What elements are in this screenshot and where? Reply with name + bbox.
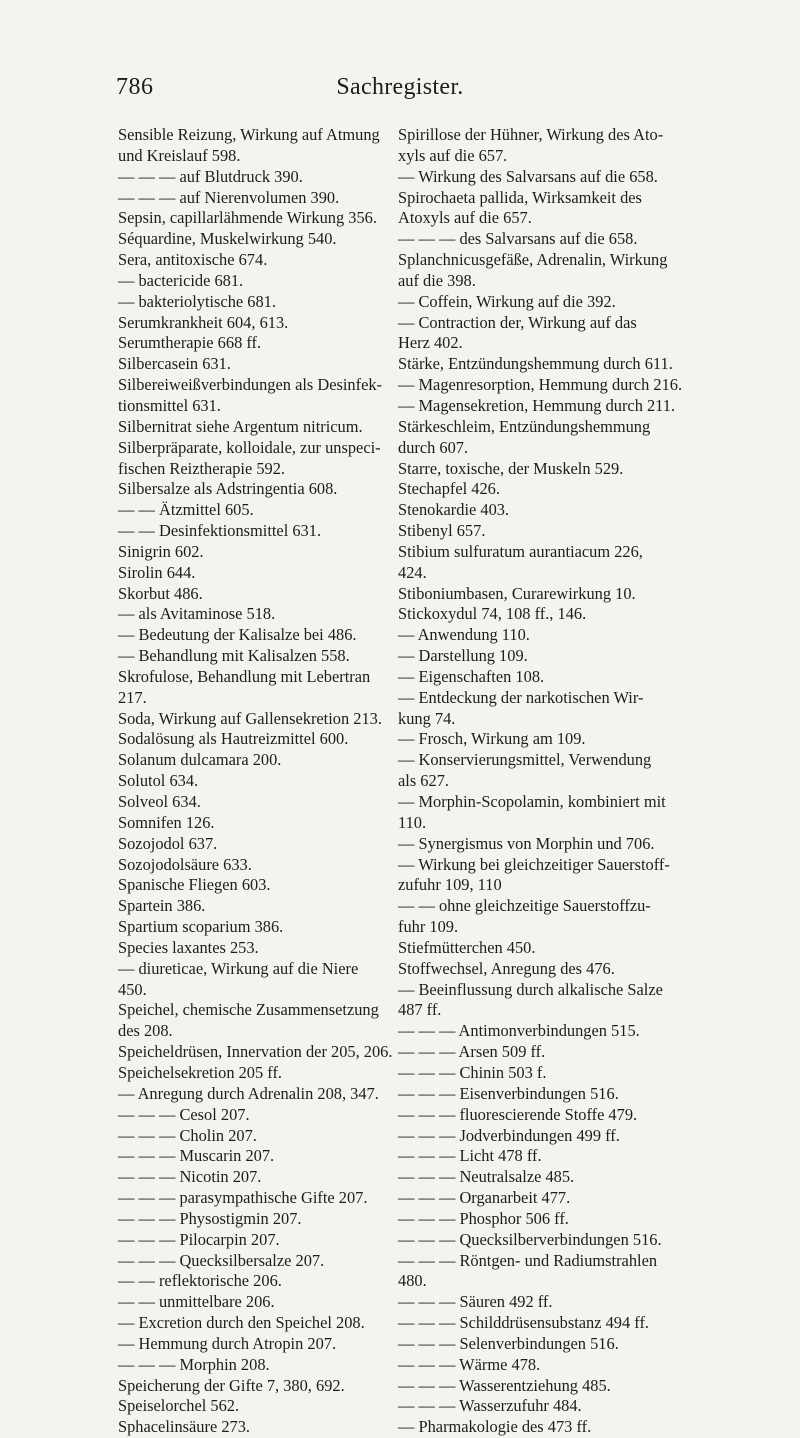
index-entry xyxy=(118,188,438,209)
index-entry-continuation: als 627. xyxy=(398,771,449,791)
index-entry-line: — — Desinfektionsmittel 631. xyxy=(118,521,322,541)
index-entry xyxy=(398,1396,698,1417)
index-entry xyxy=(398,729,698,750)
index-entry-continuation: des 208. xyxy=(118,1021,173,1041)
index-entry-line: — Bedeutung der Kalisalze bei 486. xyxy=(118,625,357,645)
index-entry-continuation: fischen Reiztherapie 592. xyxy=(118,458,286,478)
index-entry-line: — Wirkung des Salvarsans auf die 658. xyxy=(398,166,658,186)
index-entry xyxy=(398,229,698,250)
index-entry xyxy=(118,438,438,480)
index-entry-continuation: zufuhr 109, 110 xyxy=(398,875,502,895)
index-entry-line: — — — Organarbeit 477. xyxy=(398,1188,571,1208)
index-entry-continuation: tionsmittel 631. xyxy=(118,395,221,415)
index-entry-continuation: kung 74. xyxy=(398,708,456,728)
index-entry-line: — — — Physostigmin 207. xyxy=(118,1208,302,1228)
index-entry xyxy=(118,1313,438,1334)
index-entry xyxy=(398,479,698,500)
index-entry-continuation: xyls auf die 657. xyxy=(398,145,508,165)
index-entry-line: — — — Neutralsalze 485. xyxy=(398,1167,575,1187)
index-entry-line: — — — Wärme 478. xyxy=(398,1354,541,1374)
index-entry xyxy=(398,959,698,980)
index-entry xyxy=(118,313,438,334)
index-entry xyxy=(398,1167,698,1188)
index-entry xyxy=(398,354,698,375)
index-entry-line: — Anwendung 110. xyxy=(398,625,530,645)
index-entry-line: — — — auf Blutdruck 390. xyxy=(118,166,303,186)
index-entry-line: — — — Eisenverbindungen 516. xyxy=(398,1083,619,1103)
index-entry-line: Sepsin, capillarlähmende Wirkung 356. xyxy=(118,208,377,228)
index-entry-line: — Coffein, Wirkung auf die 392. xyxy=(398,291,616,311)
index-entry-continuation: 450. xyxy=(118,979,147,999)
index-entry xyxy=(118,1334,438,1355)
index-entry-line: — — — Morphin 208. xyxy=(118,1354,270,1374)
index-entry xyxy=(118,479,438,500)
index-entry-line: Serumkrankheit 604, 613. xyxy=(118,312,289,332)
index-entry-line: — — — Quecksilbersalze 207. xyxy=(118,1250,325,1270)
index-entry xyxy=(118,271,438,292)
index-entry xyxy=(118,1167,438,1188)
index-entry-line: Stibium sulfuratum aurantiacum 226, xyxy=(398,541,643,561)
index-entry-line: — — — Cholin 207. xyxy=(118,1125,257,1145)
index-entry-line: — — — Pilocarpin 207. xyxy=(118,1229,280,1249)
index-entry xyxy=(118,521,438,542)
index-entry-line: — — — Wasserentziehung 485. xyxy=(398,1375,611,1395)
index-entry-continuation: Atoxyls auf die 657. xyxy=(398,208,532,228)
index-entry xyxy=(118,1063,438,1084)
index-entry xyxy=(118,667,438,709)
index-entry xyxy=(398,396,698,417)
index-entry xyxy=(118,792,438,813)
index-entry xyxy=(398,667,698,688)
index-entry-line: Stoffwechsel, Anregung des 476. xyxy=(398,958,615,978)
right-index-column xyxy=(398,125,698,1438)
index-entry-line: Speicheldrüsen, Innervation der 205, 206. xyxy=(118,1042,393,1062)
index-entry xyxy=(398,1376,698,1397)
index-entry-continuation: 424. xyxy=(398,562,427,582)
index-entry xyxy=(398,459,698,480)
index-entry xyxy=(118,1209,438,1230)
index-entry xyxy=(118,250,438,271)
index-entry-line: Species laxantes 253. xyxy=(118,937,259,957)
index-entry xyxy=(118,563,438,584)
index-entry-line: — — — fluorescierende Stoffe 479. xyxy=(398,1104,638,1124)
index-entry-line: Stärke, Entzündungshemmung durch 611. xyxy=(398,354,673,374)
index-entry-line: — — Ätzmittel 605. xyxy=(118,500,254,520)
index-entry-line: — — — Jodverbindungen 499 ff. xyxy=(398,1125,620,1145)
index-entry xyxy=(118,1126,438,1147)
index-entry-line: Skrofulose, Behandlung mit Lebertran xyxy=(118,666,371,686)
index-entry-line: — — — Muscarin 207. xyxy=(118,1146,275,1166)
index-entry xyxy=(398,375,698,396)
index-entry xyxy=(118,1000,438,1042)
index-entry xyxy=(118,333,438,354)
index-entry xyxy=(398,313,698,355)
index-entry xyxy=(118,1271,438,1292)
index-entry xyxy=(118,729,438,750)
index-entry xyxy=(398,417,698,459)
index-entry xyxy=(118,875,438,896)
index-entry-line: — — — parasympathische Gifte 207. xyxy=(118,1188,368,1208)
index-entry-line: Speiselorchel 562. xyxy=(118,1396,240,1416)
index-entry-line: Spirillose der Hühner, Wirkung des Ato- xyxy=(398,125,664,144)
index-entry xyxy=(398,1126,698,1147)
index-entry-line: Stickoxydul 74, 108 ff., 146. xyxy=(398,604,587,624)
index-entry xyxy=(118,1042,438,1063)
index-entry-line: — diureticae, Wirkung auf die Niere xyxy=(118,958,359,978)
index-entry xyxy=(118,959,438,1001)
index-entry xyxy=(398,188,698,230)
index-entry-line: — bakteriolytische 681. xyxy=(118,291,276,311)
index-entry-line: Silbersalze als Adstringentia 608. xyxy=(118,479,338,499)
index-entry xyxy=(398,584,698,605)
index-entry xyxy=(118,167,438,188)
index-entry xyxy=(118,1292,438,1313)
index-entry xyxy=(118,125,438,167)
index-entry xyxy=(118,1084,438,1105)
index-entry-line: Solutol 634. xyxy=(118,771,199,791)
index-entry xyxy=(118,1376,438,1397)
index-entry-line: — Pharmakologie des 473 ff. xyxy=(398,1417,592,1437)
index-entry xyxy=(398,750,698,792)
index-entry-continuation: auf die 398. xyxy=(398,270,476,290)
index-entry xyxy=(398,1355,698,1376)
index-entry-line: — — — Cesol 207. xyxy=(118,1104,250,1124)
index-entry xyxy=(118,834,438,855)
index-entry-continuation: 217. xyxy=(118,687,147,707)
index-entry-line: — Hemmung durch Atropin 207. xyxy=(118,1333,337,1353)
index-entry-line: — Anregung durch Adrenalin 208, 347. xyxy=(118,1083,379,1103)
index-entry xyxy=(118,354,438,375)
index-entry xyxy=(118,1230,438,1251)
index-entry xyxy=(118,813,438,834)
index-entry-line: — Contraction der, Wirkung auf das xyxy=(398,312,637,332)
index-entry-line: — — — des Salvarsans auf die 658. xyxy=(398,229,638,249)
index-entry-line: — Eigenschaften 108. xyxy=(398,666,545,686)
index-entry-line: — Entdeckung der narkotischen Wir- xyxy=(398,687,644,707)
index-entry xyxy=(118,542,438,563)
index-entry-line: Speichel, chemische Zusammensetzung xyxy=(118,1000,379,1020)
index-entry xyxy=(118,208,438,229)
index-entry xyxy=(118,938,438,959)
index-entry xyxy=(398,646,698,667)
index-entry-line: — Frosch, Wirkung am 109. xyxy=(398,729,586,749)
index-entry xyxy=(398,688,698,730)
index-entry-line: — — — Arsen 509 ff. xyxy=(398,1042,546,1062)
index-entry-line: Sinigrin 602. xyxy=(118,541,204,561)
index-entry xyxy=(398,1021,698,1042)
index-entry-line: Somnifen 126. xyxy=(118,812,215,832)
index-entry xyxy=(118,417,438,438)
index-entry-line: Sodalösung als Hautreizmittel 600. xyxy=(118,729,349,749)
index-entry xyxy=(398,1292,698,1313)
index-entry-line: — Behandlung mit Kalisalzen 558. xyxy=(118,646,350,666)
index-entry xyxy=(118,292,438,313)
index-entry-continuation: und Kreislauf 598. xyxy=(118,145,241,165)
index-entry xyxy=(398,625,698,646)
index-entry xyxy=(398,980,698,1022)
index-entry-line: Sozojodolsäure 633. xyxy=(118,854,252,874)
index-entry-line: Skorbut 486. xyxy=(118,583,203,603)
index-entry xyxy=(398,1313,698,1334)
index-entry xyxy=(398,542,698,584)
index-entry-line: — Morphin-Scopolamin, kombiniert mit xyxy=(398,792,666,811)
index-entry xyxy=(398,1209,698,1230)
index-entry-line: Stiefmütterchen 450. xyxy=(398,937,536,957)
page-number: 786 xyxy=(116,74,154,100)
index-entry xyxy=(398,1417,698,1438)
index-entry xyxy=(398,1230,698,1251)
index-entry-line: Stenokardie 403. xyxy=(398,500,510,520)
index-entry-line: — — — Licht 478 ff. xyxy=(398,1146,542,1166)
index-entry xyxy=(398,1146,698,1167)
index-entry xyxy=(398,855,698,897)
index-entry-line: — — — Nicotin 207. xyxy=(118,1167,262,1187)
index-entry-line: Solveol 634. xyxy=(118,792,201,811)
index-entry-line: Sozojodol 637. xyxy=(118,833,218,853)
index-entry xyxy=(398,792,698,834)
index-entry-line: Stärkeschleim, Entzündungshemmung xyxy=(398,416,651,436)
index-entry xyxy=(118,1251,438,1272)
index-entry-continuation: 110. xyxy=(398,812,427,832)
index-entry xyxy=(118,917,438,938)
index-entry xyxy=(398,1084,698,1105)
index-entry-line: Stibenyl 657. xyxy=(398,521,486,541)
index-entry-line: Starre, toxische, der Muskeln 529. xyxy=(398,458,624,478)
index-entry-line: Séquardine, Muskelwirkung 540. xyxy=(118,229,337,249)
index-entry-line: — — ohne gleichzeitige Sauerstoffzu- xyxy=(398,896,651,916)
index-entry-line: — — — Quecksilberverbindungen 516. xyxy=(398,1229,662,1249)
index-entry-line: — — — Selenverbindungen 516. xyxy=(398,1333,619,1353)
index-entry-line: Speicherung der Gifte 7, 380, 692. xyxy=(118,1375,345,1395)
index-entry xyxy=(118,750,438,771)
index-entry xyxy=(398,167,698,188)
index-entry-line: — — — Chinin 503 f. xyxy=(398,1062,547,1082)
index-entry xyxy=(118,1105,438,1126)
index-entry xyxy=(398,1042,698,1063)
index-entry xyxy=(398,1063,698,1084)
index-entry xyxy=(118,1146,438,1167)
index-entry-line: — — reflektorische 206. xyxy=(118,1271,282,1291)
index-entry-line: Silbercasein 631. xyxy=(118,354,231,374)
index-entry xyxy=(398,834,698,855)
index-entry xyxy=(398,292,698,313)
index-entry-line: Sera, antitoxische 674. xyxy=(118,250,268,270)
index-entry-line: — — — auf Nierenvolumen 390. xyxy=(118,187,340,207)
index-entry-line: — Excretion durch den Speichel 208. xyxy=(118,1313,365,1333)
index-entry-line: — als Avitaminose 518. xyxy=(118,604,276,624)
index-entry xyxy=(118,771,438,792)
index-entry xyxy=(118,1396,438,1417)
index-entry-line: Serumtherapie 668 ff. xyxy=(118,333,262,353)
index-entry-line: Spartium scoparium 386. xyxy=(118,917,284,937)
index-entry-line: — — — Antimonverbindungen 515. xyxy=(398,1021,640,1041)
index-entry xyxy=(398,125,698,167)
index-entry xyxy=(398,604,698,625)
index-entry-line: Speichelsekretion 205 ff. xyxy=(118,1062,283,1082)
index-entry-continuation: 480. xyxy=(398,1271,427,1291)
index-entry-line: Sirolin 644. xyxy=(118,562,196,582)
index-entry xyxy=(118,855,438,876)
index-entry-line: — — — Säuren 492 ff. xyxy=(398,1292,553,1312)
index-entry-line: — — — Phosphor 506 ff. xyxy=(398,1208,569,1228)
index-entry-line: — Darstellung 109. xyxy=(398,646,528,666)
index-entry xyxy=(118,229,438,250)
index-entry-line: — — unmittelbare 206. xyxy=(118,1292,275,1312)
index-entry xyxy=(118,896,438,917)
index-entry-line: — — — Schilddrüsensubstanz 494 ff. xyxy=(398,1313,649,1333)
index-entry xyxy=(118,625,438,646)
index-entry xyxy=(118,1355,438,1376)
left-index-column xyxy=(118,125,438,1438)
index-entry-continuation: fuhr 109. xyxy=(398,917,459,937)
index-entry-line: — Beeinflussung durch alkalische Salze xyxy=(398,979,663,999)
index-entry xyxy=(398,1334,698,1355)
index-entry-line: — Synergismus von Morphin und 706. xyxy=(398,833,655,853)
index-entry-line: Stiboniumbasen, Curarewirkung 10. xyxy=(398,583,636,603)
index-entry-line: Silberpräparate, kolloidale, zur unspeci- xyxy=(118,437,381,457)
index-entry-line: — — — Röntgen- und Radiumstrahlen xyxy=(398,1250,658,1270)
index-entry xyxy=(118,500,438,521)
index-entry xyxy=(398,1251,698,1293)
index-entry xyxy=(118,375,438,417)
index-entry-line: — Konservierungsmittel, Verwendung xyxy=(398,750,652,770)
index-entry-line: Silbereiweißverbindungen als Desinfek- xyxy=(118,375,382,395)
index-entry-line: Soda, Wirkung auf Gallensekretion 213. xyxy=(118,708,382,728)
index-entry-line: Sphacelinsäure 273. xyxy=(118,1417,250,1437)
index-entry-line: — bactericide 681. xyxy=(118,270,244,290)
index-entry xyxy=(118,584,438,605)
index-entry-line: — — — Wasserzufuhr 484. xyxy=(398,1396,582,1416)
index-entry-line: — Magenresorption, Hemmung durch 216. xyxy=(398,375,683,395)
index-entry-continuation: Herz 402. xyxy=(398,333,463,353)
index-entry xyxy=(118,1188,438,1209)
index-entry xyxy=(398,896,698,938)
index-entry xyxy=(398,1188,698,1209)
index-entry xyxy=(398,500,698,521)
index-entry xyxy=(398,250,698,292)
index-entry-line: — Magensekretion, Hemmung durch 211. xyxy=(398,395,676,415)
index-entry-line: Spirochaeta pallida, Wirksamkeit des xyxy=(398,187,642,207)
index-entry xyxy=(398,521,698,542)
index-entry-continuation: 487 ff. xyxy=(398,1000,442,1020)
index-entry xyxy=(118,604,438,625)
page-title: Sachregister. xyxy=(336,74,464,100)
index-entry-line: Solanum dulcamara 200. xyxy=(118,750,282,770)
index-entry xyxy=(118,1417,438,1438)
index-entry-line: Splanchnicusgefäße, Adrenalin, Wirkung xyxy=(398,250,668,270)
index-entry xyxy=(398,938,698,959)
index-entry-line: Spartein 386. xyxy=(118,896,206,916)
index-entry-line: — Wirkung bei gleichzeitiger Sauerstoff- xyxy=(398,854,670,874)
index-entry-line: Stechapfel 426. xyxy=(398,479,500,499)
index-entry-line: Spanische Fliegen 603. xyxy=(118,875,271,895)
index-entry xyxy=(118,646,438,667)
index-entry xyxy=(398,1105,698,1126)
page-header xyxy=(0,74,800,110)
index-entry-continuation: durch 607. xyxy=(398,437,469,457)
index-entry-line: Silbernitrat siehe Argentum nitricum. xyxy=(118,416,363,436)
index-entry-line: Sensible Reizung, Wirkung auf Atmung xyxy=(118,125,380,144)
index-entry xyxy=(118,709,438,730)
